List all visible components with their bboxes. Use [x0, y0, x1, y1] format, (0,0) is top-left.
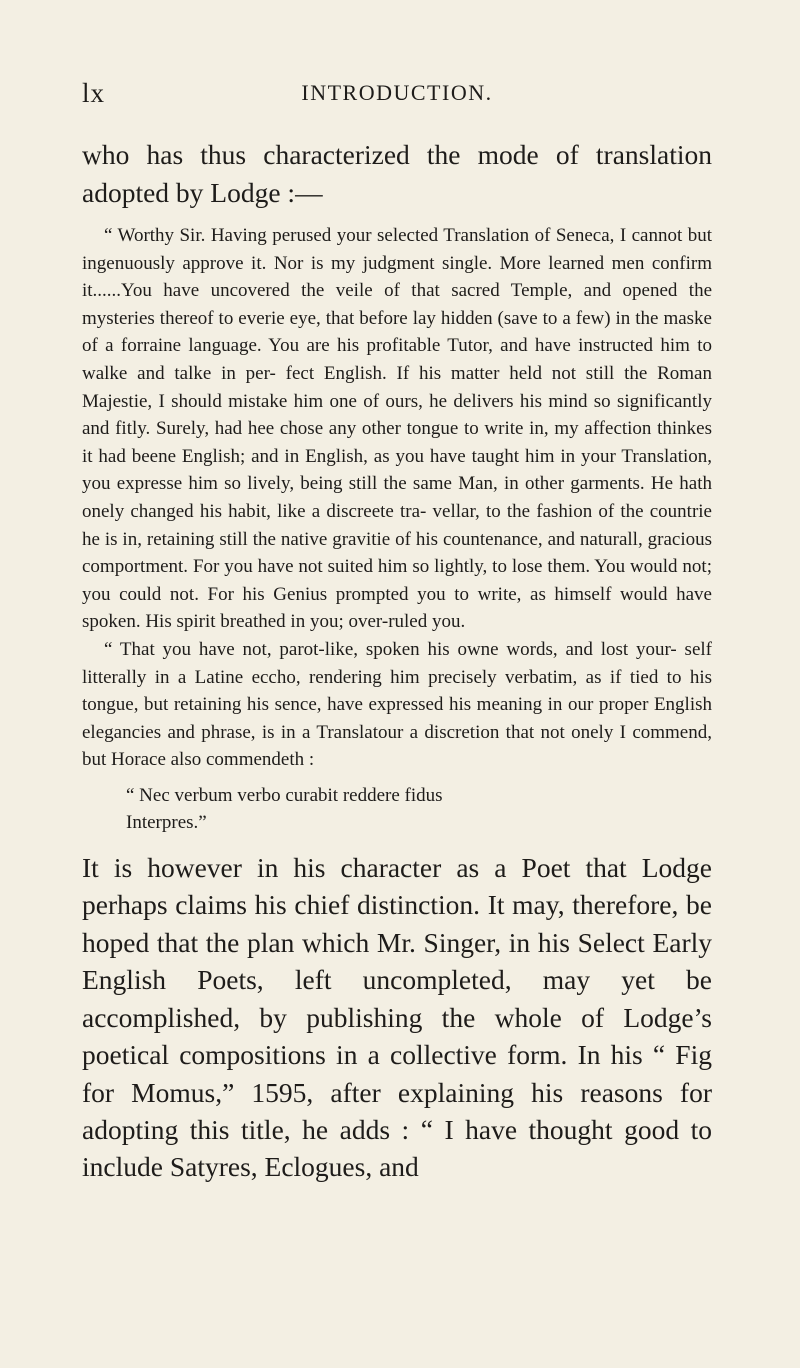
page-header — [82, 78, 712, 108]
verse-line-1: “ Nec verbum verbo curabit reddere fidus — [126, 784, 443, 806]
lead-in-paragraph: who has thus characterized the mode of translation adopted by Lodge :— — [82, 139, 712, 208]
quoted-letter-paragraph-1: “ Worthy Sir. Having perused your selected Translation of Seneca, I cannot but ingenuously approve it. Nor is my judgment single. More learned men confirm it......You have uncovered the veile of that sacred Temple, and opened the mysteries thereof to everie eye, that before lay hidden (save to a few) in the maske of a forraine language. You are his profitable Tutor, and have instructed him to walke and talke in per- fect English. If his matter held not still the Roman Majestie, I should mistake him one of ours, he delivers his mind so significantly and fitly. Surely, had hee chose any other tongue to write in, my affection thinkes it had beene English; and in English, as you have taught him in your Translation, you expresse him so lively, being still the same Man, in other garments. He hath onely changed his habit, like a discreete tra- vellar, to the fashion of the countrie he is in, retaining still the native gravitie of his countenance, and naturall, gracious comportment. For you have not suited him so lightly, to lose them. You would not; you could not. For his Genius prompted you to write, as himself would have spoken. His spirit breathed in you; over-ruled you. — [82, 225, 712, 633]
final-paragraph: It is however in his character as a Poet that Lodge perhaps claims his chief distinction. It may, therefore, be hoped that the plan which Mr. Singer, in his Select Early English Poets, left uncompleted, may yet be accomplished, by publishing the whole of Lodge’s poetical compositions in a collective form. In his “ Fig for Momus,” 1595, after explaining his reasons for adopting this title, he adds : “ I have thought good to include Satyres, Eclogues, and — [82, 852, 712, 1183]
verse-line-2: Interpres.” — [126, 812, 207, 834]
running-title: INTRODUCTION. — [301, 80, 493, 105]
page-body — [82, 136, 712, 1186]
quoted-letter-paragraph-2: “ That you have not, parot-like, spoken his owne words, and lost your- self litterally in a Latine eccho, rendering him precisely verbatim, as if tied to his tongue, but retaining his sence, have expressed his meaning in our proper English elegancies and phrase, is in a Translatour a discretion that not onely I commend, but Horace also commendeth : — [82, 638, 712, 771]
page-number: lx — [82, 78, 106, 108]
latin-verse-quotation — [104, 782, 712, 837]
